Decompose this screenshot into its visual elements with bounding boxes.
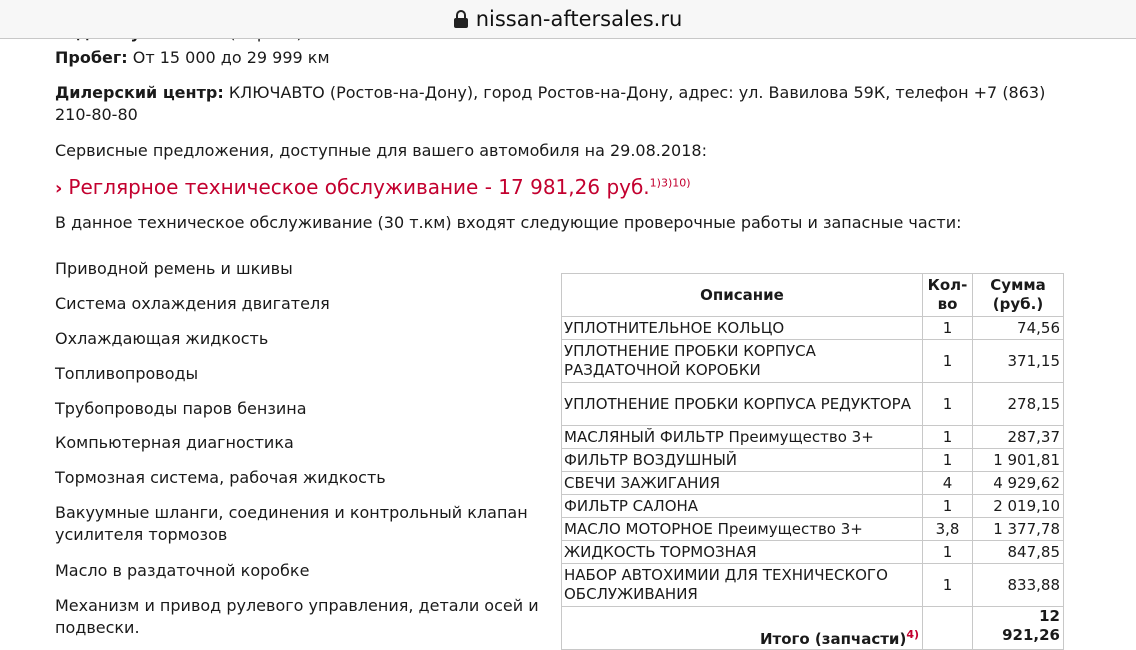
total-footnote: 4) [906,628,919,641]
parts-table [561,273,1064,650]
part-sum: 1 377,78 [973,518,1064,541]
total-value: 12 921,26 [973,607,1064,650]
header-description: Описание [562,274,923,317]
part-qty: 1 [923,495,973,518]
header-sum: Сумма (руб.) [973,274,1064,317]
list-item: Вакуумные шланги, соединения и контрольный клапан усилителя тормозов [55,503,528,544]
lock-icon [454,10,468,28]
dealer-info [55,82,1115,126]
dealer-label: Дилерский центр: [55,83,224,102]
part-description: ФИЛЬТР САЛОНА [562,495,923,518]
mileage-value: От 15 000 до 29 999 км [132,48,330,67]
total-label: Итого (запчасти) [759,630,907,648]
dealer-line2: 210-80-80 [55,105,138,124]
list-item: Тормозная система, рабочая жидкость [55,468,386,487]
part-description: УПЛОТНИТЕЛЬНОЕ КОЛЬЦО [562,317,923,340]
total-qty-cell [923,607,973,650]
maintenance-intro: В данное техническое обслуживание (30 т.км) входят следующие проверочные работы и запасные части: [55,213,962,232]
list-item: Механизм и привод рулевого управления, детали осей и подвески. [55,596,539,637]
offer-title: Реглярное техническое обслуживание - 17 981,26 руб. [68,175,650,199]
table-row [562,472,1064,495]
list-item: Масло в раздаточной коробке [55,561,310,580]
offer-link[interactable] [55,174,691,202]
list-item: Приводной ремень и шкивы [55,259,293,278]
table-row [562,383,1064,426]
part-sum: 287,37 [973,426,1064,449]
part-qty: 1 [923,564,973,607]
part-sum: 278,15 [973,383,1064,426]
list-item: Охлаждающая жидкость [55,329,269,348]
table-row [562,317,1064,340]
offers-intro: Сервисные предложения, доступные для вашего автомобиля на 29.08.2018: [55,141,707,160]
part-qty: 1 [923,317,973,340]
part-description: УПЛОТНЕНИЕ ПРОБКИ КОРПУСА РАЗДАТОЧНОЙ КОРОБКИ [562,340,923,383]
table-row [562,426,1064,449]
part-description: УПЛОТНЕНИЕ ПРОБКИ КОРПУСА РЕДУКТОРА [562,383,923,426]
vehicle-mileage [55,47,330,69]
list-item: Система охлаждения двигателя [55,294,330,313]
total-label-cell [562,607,923,650]
part-qty: 3,8 [923,518,973,541]
offer-footnotes: 1)3)10) [649,176,691,190]
table-row [562,541,1064,564]
list-item: Топливопроводы [55,364,199,383]
list-item: Компьютерная диагностика [55,433,294,452]
part-sum: 4 929,62 [973,472,1064,495]
table-row [562,518,1064,541]
part-qty: 1 [923,426,973,449]
part-sum: 847,85 [973,541,1064,564]
part-qty: 1 [923,449,973,472]
part-sum: 833,88 [973,564,1064,607]
table-row [562,495,1064,518]
part-sum: 2 019,10 [973,495,1064,518]
part-description: МАСЛО МОТОРНОЕ Преимущество 3+ [562,518,923,541]
address-bar[interactable] [0,0,1136,39]
part-description: ЖИДКОСТЬ ТОРМОЗНАЯ [562,541,923,564]
part-description: ФИЛЬТР ВОЗДУШНЫЙ [562,449,923,472]
list-item: Трубопроводы паров бензина [55,399,307,418]
chevron-right-icon: › [55,178,63,199]
header-qty: Кол-во [923,274,973,317]
part-qty: 1 [923,383,973,426]
table-row [562,564,1064,607]
part-qty: 1 [923,340,973,383]
part-description: СВЕЧИ ЗАЖИГАНИЯ [562,472,923,495]
table-row [562,449,1064,472]
mileage-label: Пробег: [55,48,128,67]
part-description: НАБОР АВТОХИМИИ ДЛЯ ТЕХНИЧЕСКОГО ОБСЛУЖИВАНИЯ [562,564,923,607]
part-description: МАСЛЯНЫЙ ФИЛЬТР Преимущество 3+ [562,426,923,449]
part-sum: 74,56 [973,317,1064,340]
part-qty: 1 [923,541,973,564]
table-row [562,340,1064,383]
part-sum: 371,15 [973,340,1064,383]
part-qty: 4 [923,472,973,495]
part-sum: 1 901,81 [973,449,1064,472]
dealer-line1: КЛЮЧАВТО (Ростов-на-Дону), город Ростов-на-Дону, адрес: ул. Вавилова 59К, телефон +7 (863) [228,83,1046,102]
total-row [562,607,1064,650]
url-text: nissan-aftersales.ru [475,7,683,31]
